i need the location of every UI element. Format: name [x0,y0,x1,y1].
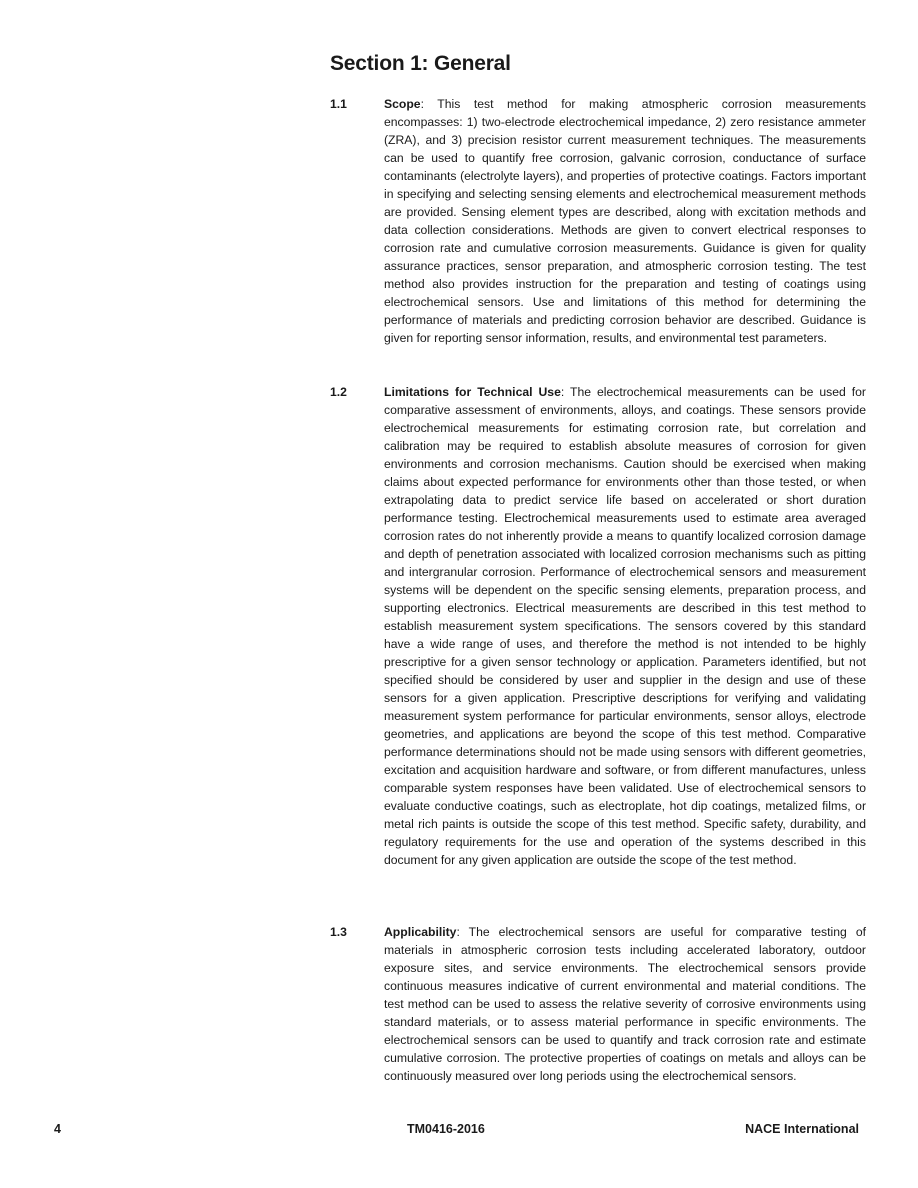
section-item-limitations [330,383,866,869]
item-heading: Scope [384,97,421,111]
item-text: : The electrochemical sensors are useful for comparative testing of materials in atmospheric corrosion tests including accelerated laboratory, outdoor exposure sites, and service environments. The electrochemical sensors provide continuous measures indicative of current environmental and material conditions. The test method can be used to assess the relative severity of corrosive environments using standard materials, or to assess material performance in specific environments. The electrochemical sensors can be used to quantify and track corrosion rate and estimate cumulative corrosion. The protective properties of coatings on metals and alloys can be continuously measured over long periods using the electrochemical sensors. [384,925,866,1083]
item-heading: Limitations for Technical Use [384,385,561,399]
section-title: Section 1: General [330,52,511,75]
item-text: : This test method for making atmospheric corrosion measurements encompasses: 1) two-electrode electrochemical impedance, 2) zero resistance ammeter (ZRA), and 3) precision resistor current measurement techniques. The measurements can be used to quantify free corrosion, galvanic corrosion, conductance of surface contaminants (electrolyte layers), and properties of protective coatings. Factors important in specifying and selecting sensing elements and electrochemical measurement methods are provided. Sensing element types are described, along with excitation methods and data collection considerations. Methods are given to convert electrical responses to corrosion rate and cumulative corrosion measurements. Guidance is given for quality assurance practices, sensor preparation, and atmospheric corrosion testing. The test method also provides instruction for the preparation and testing of coatings using electrochemical sensors. Use and limitations of this method for determining the performance of materials and predicting corrosion behavior are described. Guidance is given for reporting sensor information, results, and environmental test parameters. [384,97,866,345]
item-number: 1.2 [330,385,347,399]
item-paragraph [384,923,866,1085]
item-paragraph [384,95,866,347]
item-paragraph [384,383,866,869]
footer-document-id: TM0416-2016 [407,1122,485,1136]
section-item-applicability [330,923,866,1085]
footer-page-number: 4 [54,1122,61,1136]
item-number: 1.3 [330,925,347,939]
item-number: 1.1 [330,97,347,111]
item-text: : The electrochemical measurements can be used for comparative assessment of environments, alloys, and coatings. These sensors provide electrochemical measurements for estimating corrosion rate, but correlation and calibration may be required to establish absolute measures of corrosion for given environments and corrosion mechanisms. Caution should be exercised when making claims about expected performance for environments other than those tested, or when extrapolating data to predict service life based on accelerated or short duration performance testing. Electrochemical measurements used to estimate area averaged corrosion rates do not inherently provide a means to quantify localized corrosion damage and depth of penetration associated with localized corrosion mechanisms such as pitting and intergranular corrosion. Performance of electrochemical sensors and measurement systems will be dependent on the specific sensing elements, preparation process, and supporting electronics. Electrical measurements are described in this test method to establish measurement system specifications. The sensors covered by this standard have a wide range of uses, and therefore the method is not intended to be highly prescriptive for a given sensor technology or application. Parameters identified, but not specified should be considered by user and supplier in the design and use of these sensors for a given application. Prescriptive descriptions for verifying and validating measurement system performance for particular environments, sensor alloys, electrode geometries, and applications are beyond the scope of this test method. Comparative performance determinations should not be made using sensors with different geometries, excitation and acquisition hardware and software, or from different manufactures, unless comparable system responses have been validated. Use of electrochemical sensors to evaluate conductive coatings, such as electroplate, hot dip coatings, metalized films, or metal rich paints is outside the scope of this test method. Specific safety, durability, and regulatory requirements for the use and operation of the systems described in this document for any given application are outside the scope of the test method. [384,385,866,867]
section-item-scope [330,95,866,347]
item-heading: Applicability [384,925,457,939]
footer-organization: NACE International [745,1122,859,1136]
